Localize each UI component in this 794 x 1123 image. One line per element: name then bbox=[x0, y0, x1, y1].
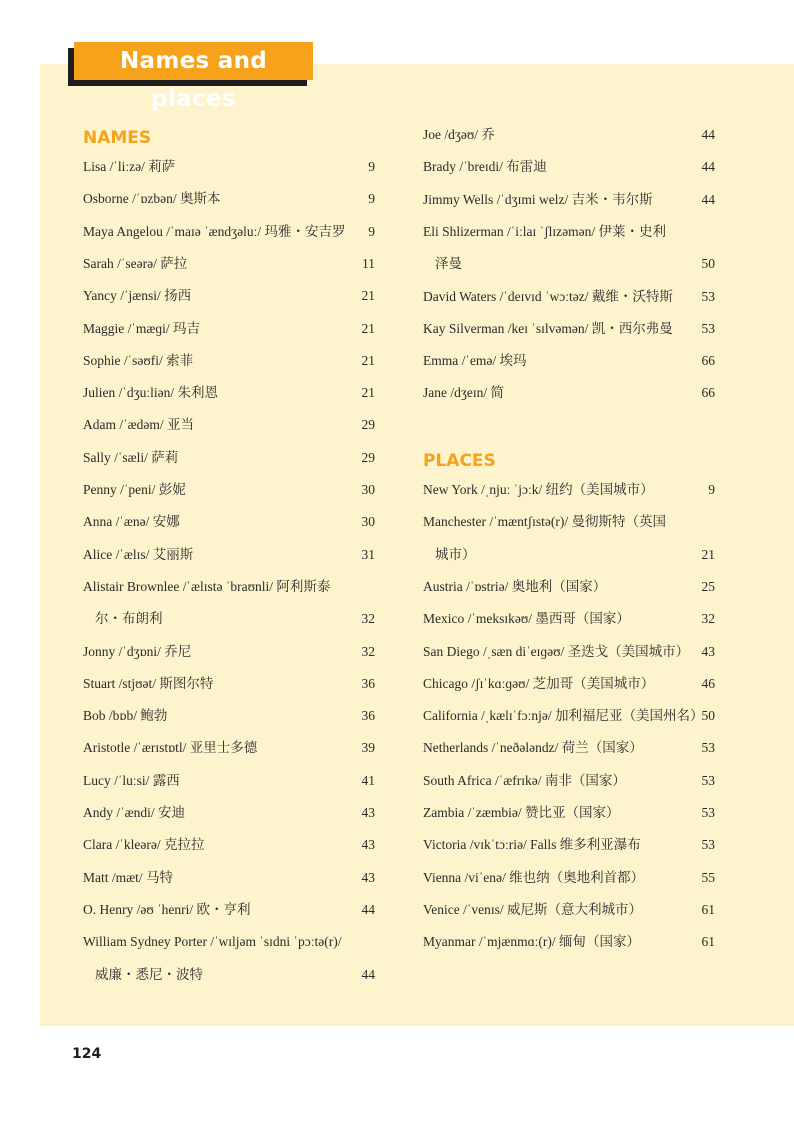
entry-text: Vienna /viˈenə/ 维也纳（奥地利首都） bbox=[423, 869, 645, 885]
entry-text: Lisa /ˈliːzə/ 莉萨 bbox=[83, 159, 176, 174]
entry-page-number: 53 bbox=[701, 837, 715, 853]
entry-text: Yancy /ˈjænsi/ 扬西 bbox=[83, 288, 192, 304]
entry-text: Joe /dʒəʊ/ 乔 bbox=[423, 127, 495, 142]
place-entry bbox=[423, 898, 715, 922]
entry-page-number: 44 bbox=[361, 966, 375, 982]
place-entry bbox=[423, 736, 715, 760]
entry-text: South Africa /ˈæfrɪkə/ 南非（国家） bbox=[423, 772, 626, 788]
entry-page-number: 21 bbox=[361, 385, 375, 401]
entry-text: David Waters /ˈdeɪvɪd ˈwɔːtəz/ 戴维・沃特斯 bbox=[423, 288, 673, 304]
name-entry bbox=[423, 285, 715, 309]
entry-page-number: 43 bbox=[701, 643, 715, 659]
name-entry bbox=[83, 866, 375, 890]
entry-text: Sally /ˈsæli/ 萨莉 bbox=[83, 449, 179, 465]
entry-page-number: 61 bbox=[701, 901, 715, 917]
entry-page-number: 43 bbox=[361, 805, 375, 820]
entry-text: Zambia /ˈzæmbiə/ 赞比亚（国家） bbox=[423, 805, 620, 820]
name-entry bbox=[423, 188, 715, 212]
name-entry bbox=[423, 317, 715, 341]
entry-text: Bob /bɒb/ 鲍勃 bbox=[83, 708, 168, 724]
entry-text: Myanmar /ˈmjænmɑː(r)/ 缅甸（国家） bbox=[423, 934, 641, 950]
name-entry bbox=[83, 284, 375, 308]
entry-text: Stuart /stjʊət/ 斯图尔特 bbox=[83, 675, 214, 691]
page-title: Names and places bbox=[74, 42, 313, 80]
entry-page-number: 39 bbox=[361, 740, 375, 756]
entry-page-number: 29 bbox=[361, 417, 375, 433]
entry-page-number: 66 bbox=[701, 353, 715, 369]
entry-page-number: 53 bbox=[701, 288, 715, 304]
entry-page-number: 44 bbox=[701, 159, 715, 175]
entry-page-number: 9 bbox=[368, 223, 375, 239]
entry-text: Netherlands /ˈneðələndz/ 荷兰（国家） bbox=[423, 740, 643, 756]
entry-text: Aristotle /ˈærɪstɒtl/ 亚里士多德 bbox=[83, 740, 258, 756]
place-entry bbox=[423, 478, 715, 502]
entry-page-number: 50 bbox=[701, 256, 715, 272]
entry-page-number: 21 bbox=[701, 546, 715, 562]
place-entry bbox=[423, 801, 715, 825]
place-entry bbox=[423, 704, 715, 728]
entry-text: Julien /ˈdʒuːliən/ 朱利恩 bbox=[83, 385, 218, 401]
entry-page-number: 30 bbox=[361, 514, 375, 530]
entry-page-number: 66 bbox=[701, 385, 715, 401]
entry-text: Jimmy Wells /ˈdʒɪmi welz/ 吉米・韦尔斯 bbox=[423, 191, 653, 207]
name-entry bbox=[83, 478, 375, 502]
names-heading: NAMES bbox=[83, 128, 152, 148]
entry-text: Adam /ˈædəm/ 亚当 bbox=[83, 417, 194, 433]
entry-page-number: 21 bbox=[361, 320, 375, 336]
entry-page-number: 44 bbox=[361, 901, 375, 917]
place-entry bbox=[423, 640, 715, 664]
name-entry bbox=[423, 123, 715, 147]
name-entry bbox=[83, 155, 375, 179]
entry-page-number: 9 bbox=[368, 191, 375, 207]
name-entry bbox=[423, 220, 715, 244]
name-entry bbox=[83, 317, 375, 341]
entry-page-number: 32 bbox=[361, 611, 375, 627]
entry-text: Maggie /ˈmæɡi/ 玛吉 bbox=[83, 320, 200, 336]
entry-page-number: 9 bbox=[708, 482, 715, 497]
place-entry bbox=[423, 930, 715, 954]
entry-text: Eli Shlizerman /ˈiːlaɪ ˈʃlɪzəmən/ 伊莱・史利 bbox=[423, 223, 666, 239]
place-entry bbox=[423, 833, 715, 857]
name-entry bbox=[83, 413, 375, 437]
entry-text: San Diego /ˌsæn diˈeɪɡəʊ/ 圣迭戈（美国城市） bbox=[423, 643, 690, 659]
entry-page-number: 36 bbox=[361, 708, 375, 724]
entry-text: Austria /ˈɒstriə/ 奥地利（国家） bbox=[423, 578, 607, 594]
entry-page-number: 32 bbox=[701, 611, 715, 627]
entry-text: Osborne /ˈɒzbən/ 奥斯本 bbox=[83, 191, 221, 207]
entry-page-number: 41 bbox=[361, 772, 375, 788]
entry-page-number: 53 bbox=[701, 320, 715, 336]
entry-page-number: 46 bbox=[701, 675, 715, 691]
name-entry bbox=[423, 349, 715, 373]
entry-text: 威廉・悉尼・波特 bbox=[95, 966, 203, 982]
entry-text: Alice /ˈælɪs/ 艾丽斯 bbox=[83, 546, 194, 562]
entry-page-number: 43 bbox=[361, 837, 375, 853]
entry-text: Chicago /ʃɪˈkɑːɡəʊ/ 芝加哥（美国城市） bbox=[423, 675, 655, 691]
name-entry bbox=[423, 381, 715, 405]
entry-text: Matt /mæt/ 马特 bbox=[83, 869, 174, 885]
entry-text: 尔・布朗利 bbox=[95, 611, 163, 627]
entry-page-number: 29 bbox=[361, 449, 375, 465]
entry-text: Mexico /ˈmeksɪkəʊ/ 墨西哥（国家） bbox=[423, 611, 630, 627]
entry-text: O. Henry /əʊ ˈhenri/ 欧・亨利 bbox=[83, 901, 251, 917]
entry-page-number: 11 bbox=[362, 255, 375, 271]
entry-text: 泽曼 bbox=[435, 256, 462, 272]
name-entry bbox=[83, 898, 375, 922]
entry-text: Maya Angelou /ˈmaɪə ˈændʒəluː/ 玛雅・安吉罗 bbox=[83, 223, 346, 239]
name-entry bbox=[83, 833, 375, 857]
entry-page-number: 43 bbox=[361, 869, 375, 885]
entry-page-number: 21 bbox=[361, 352, 375, 368]
entry-text: Anna /ˈænə/ 安娜 bbox=[83, 514, 180, 530]
entry-text: Sophie /ˈsəʊfi/ 索菲 bbox=[83, 352, 194, 368]
entry-text: Victoria /vɪkˈtɔːriə/ Falls 维多利亚瀑布 bbox=[423, 837, 641, 853]
entry-page-number: 61 bbox=[701, 934, 715, 950]
entry-text: Venice /ˈvenɪs/ 威尼斯（意大利城市） bbox=[423, 901, 642, 917]
name-entry bbox=[83, 640, 375, 664]
entry-page-number: 21 bbox=[361, 288, 375, 304]
name-entry bbox=[423, 155, 715, 179]
name-entry bbox=[83, 963, 375, 987]
entry-page-number: 44 bbox=[701, 127, 715, 142]
place-entry bbox=[423, 575, 715, 599]
entry-page-number: 31 bbox=[361, 546, 375, 562]
entry-text: New York /ˌnjuː ˈjɔːk/ 纽约（美国城市） bbox=[423, 482, 654, 497]
name-entry bbox=[423, 252, 715, 276]
entry-text: Emma /ˈemə/ 埃玛 bbox=[423, 353, 527, 369]
name-entry bbox=[83, 349, 375, 373]
name-entry bbox=[83, 769, 375, 793]
name-entry bbox=[83, 672, 375, 696]
entry-page-number: 44 bbox=[701, 191, 715, 207]
name-entry bbox=[83, 543, 375, 567]
page-number: 124 bbox=[72, 1046, 102, 1062]
entry-text: Jonny /ˈdʒɒni/ 乔尼 bbox=[83, 643, 192, 659]
entry-text: Sarah /ˈseərə/ 萨拉 bbox=[83, 255, 188, 271]
entry-text: Alistair Brownlee /ˈælɪstə ˈbraʊnli/ 阿利斯泰 bbox=[83, 578, 331, 594]
entry-page-number: 30 bbox=[361, 482, 375, 497]
name-entry bbox=[83, 607, 375, 631]
entry-page-number: 53 bbox=[701, 772, 715, 788]
entry-text: Andy /ˈændi/ 安迪 bbox=[83, 805, 186, 820]
entry-text: 城市） bbox=[435, 546, 476, 562]
place-entry bbox=[423, 607, 715, 631]
entry-text: California /ˌkælɪˈfɔːnjə/ 加利福尼亚（美国州名） bbox=[423, 708, 704, 724]
entry-page-number: 55 bbox=[701, 869, 715, 885]
name-entry bbox=[83, 220, 375, 244]
name-entry bbox=[83, 704, 375, 728]
name-entry bbox=[83, 575, 375, 599]
entry-page-number: 53 bbox=[701, 805, 715, 820]
entry-page-number: 50 bbox=[701, 708, 715, 724]
entry-text: Clara /ˈkleərə/ 克拉拉 bbox=[83, 837, 205, 853]
entry-text: Brady /ˈbreɪdi/ 布雷迪 bbox=[423, 159, 547, 175]
place-entry bbox=[423, 672, 715, 696]
name-entry bbox=[83, 930, 375, 954]
entry-page-number: 53 bbox=[701, 740, 715, 756]
name-entry bbox=[83, 252, 375, 276]
name-entry bbox=[83, 446, 375, 470]
entry-page-number: 9 bbox=[368, 159, 375, 174]
places-heading: PLACES bbox=[423, 451, 496, 471]
name-entry bbox=[83, 187, 375, 211]
entry-page-number: 36 bbox=[361, 675, 375, 691]
name-entry bbox=[83, 801, 375, 825]
entry-text: Jane /dʒeɪn/ 简 bbox=[423, 385, 504, 401]
entry-text: Lucy /ˈluːsi/ 露西 bbox=[83, 772, 180, 788]
place-entry bbox=[423, 543, 715, 567]
entry-text: Manchester /ˈmæntʃɪstə(r)/ 曼彻斯特（英国 bbox=[423, 514, 666, 530]
entry-page-number: 25 bbox=[701, 578, 715, 594]
place-entry bbox=[423, 866, 715, 890]
entry-text: Kay Silverman /keɪ ˈsɪlvəmən/ 凯・西尔弗曼 bbox=[423, 320, 673, 336]
entry-text: Penny /ˈpeni/ 彭妮 bbox=[83, 482, 186, 497]
place-entry bbox=[423, 769, 715, 793]
name-entry bbox=[83, 510, 375, 534]
name-entry bbox=[83, 736, 375, 760]
entry-page-number: 32 bbox=[361, 643, 375, 659]
name-entry bbox=[83, 381, 375, 405]
place-entry bbox=[423, 510, 715, 534]
entry-text: William Sydney Porter /ˈwɪljəm ˈsɪdni ˈpɔːtə(r)/ bbox=[83, 934, 342, 950]
